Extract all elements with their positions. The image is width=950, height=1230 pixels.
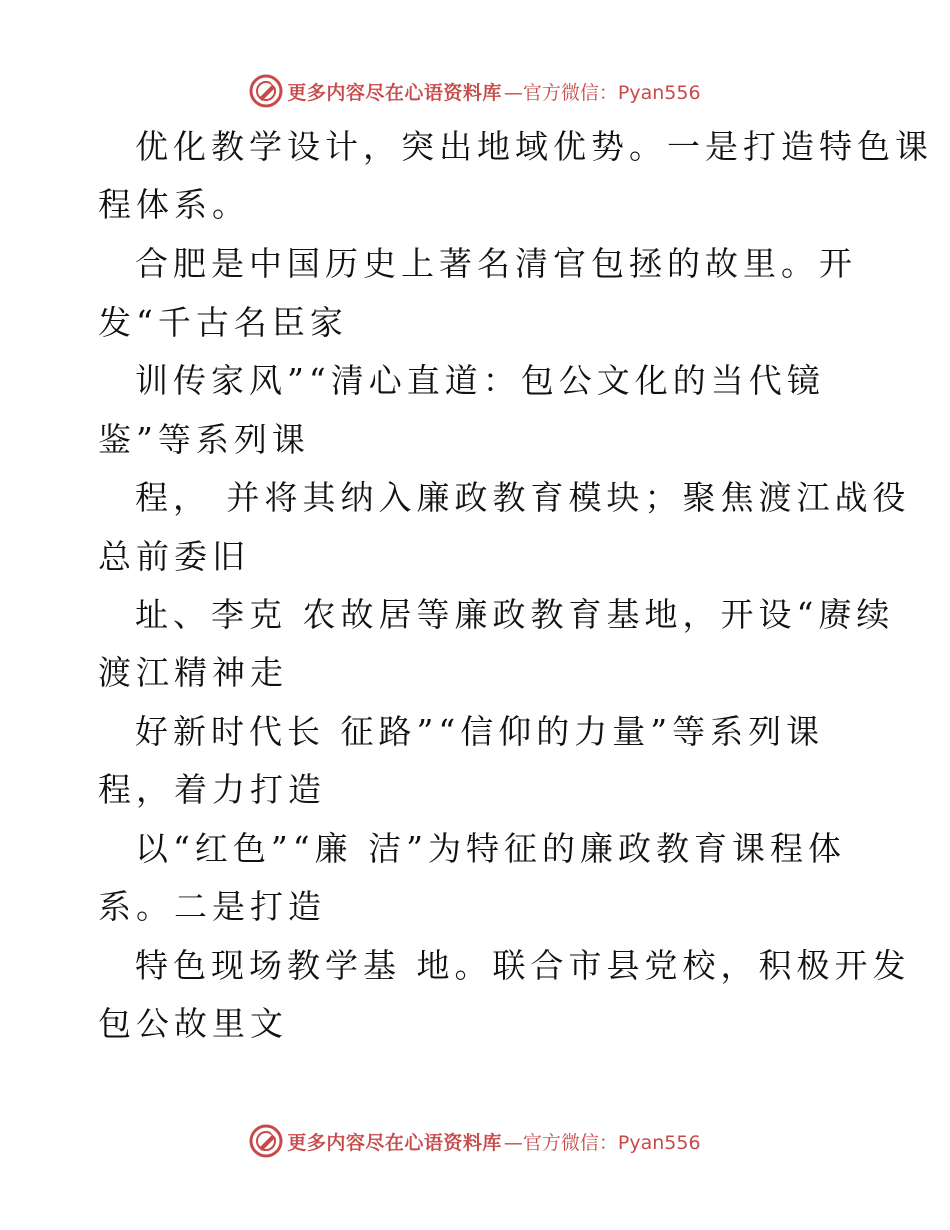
body-line: 程，着力打造	[98, 770, 326, 809]
body-line: 系。二是打造	[98, 887, 326, 926]
body-line: 址、李克 农故居等廉政教育基地，开设“赓续	[135, 595, 895, 634]
banner-wechat: —官方微信：Pyan556	[503, 81, 701, 104]
body-line: 以“红色”“廉 洁”为特征的廉政教育课程体	[135, 829, 846, 868]
body-line: 特色现场教学基 地。联合市县党校，积极开发	[135, 946, 911, 985]
body-line: 程， 并将其纳入廉政教育模块；聚焦渡江战役	[135, 478, 911, 517]
body-line: 发“千古名臣家	[98, 303, 348, 342]
header-banner	[0, 71, 950, 111]
body-line: 好新时代长 征路”“信仰的力量”等系列课	[135, 712, 825, 751]
brand-logo-icon	[249, 74, 283, 108]
body-line: 程体系。	[98, 185, 250, 224]
body-line: 训传家风”“清心直道：包公文化的当代镜	[135, 361, 825, 400]
body-line: 渡江精神走	[98, 653, 288, 692]
body-line: 总前委旧	[98, 537, 250, 576]
banner-wechat: —官方微信：Pyan556	[503, 1131, 701, 1154]
body-line: 包公故里文	[98, 1004, 288, 1043]
banner-title: 更多内容尽在心语资料库	[287, 81, 502, 104]
body-line: 鉴”等系列课	[98, 420, 310, 459]
banner-title: 更多内容尽在心语资料库	[287, 1131, 502, 1154]
body-line: 合肥是中国历史上著名清官包拯的故里。开	[135, 244, 857, 283]
brand-logo-icon	[249, 1124, 283, 1158]
footer-banner	[0, 1121, 950, 1161]
body-line: 优化教学设计，突出地域优势。一是打造特色课	[135, 127, 933, 166]
